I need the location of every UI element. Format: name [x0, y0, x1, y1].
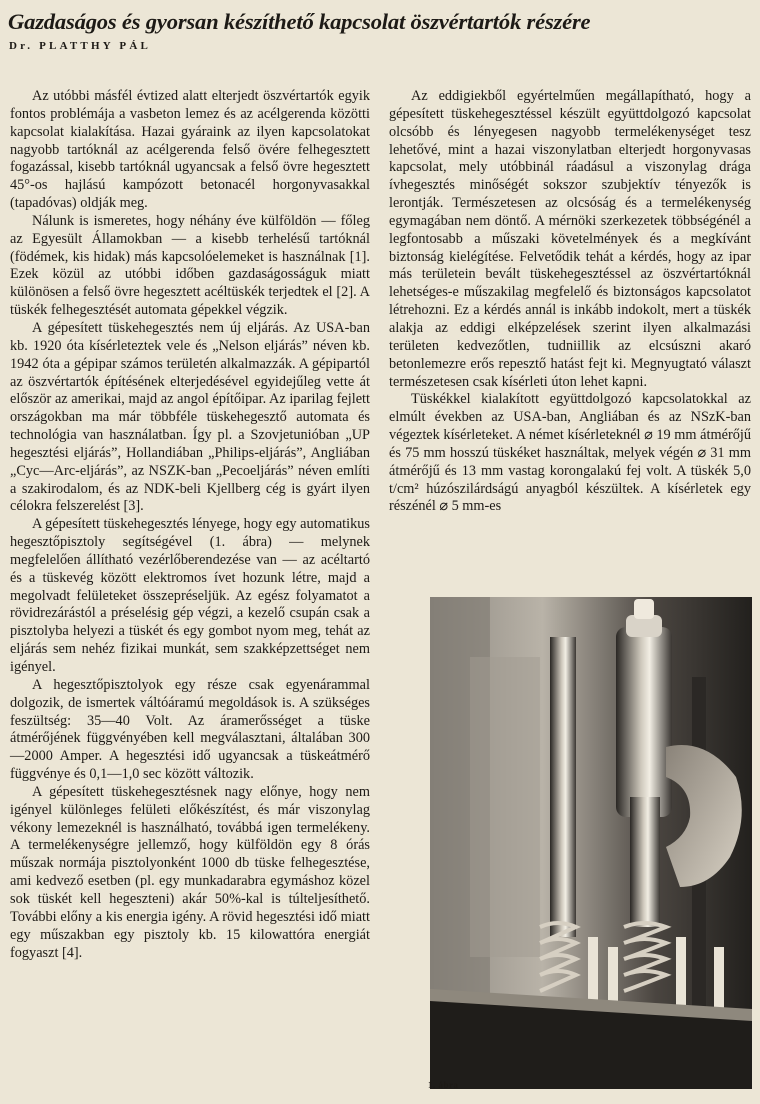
text-column-left — [10, 88, 370, 962]
paragraph: Az eddigiekből egyértelműen megállapítható, hogy a gépesített tüskehegesztéssel készült együttdolgozó kapcsolat olcsóbb és lényegesen nagyobb termelékenységet tesz lehetővé, mint a hazai viszonylatban elterjedt horgonyvasas kapcsolat, mely utóbbinál ráadásul a viszonylag drága ívhegesztés minőségét sokszor szubjektív tényezők is lerontják. Természetesen az olcsóság és a termelékenység egymagában nem döntő. A mérnöki szerkezetek többségénél a legfontosabb a műszaki követelmények és a megkívánt biztonság kielégítése. Felvetődik tehát a kérdés, hogy az ipar más területein bevált tüskehegesztéssel az öszvértartóknál lehetséges-e műszakilag megfelelő és biztonságos kapcsolatot létrehozni. Ez a kérdés annál is inkább indokolt, mert a tüskék alakja az eddigi elképzelések szerint ilyen alkalmazási területen kedvezőtlen, tudniillik az elcsúszni akaró betonlemezre erős repesztő hatást fejt ki. Megnyugtató választ természetesen csak kísérleti úton lehet kapni. — [389, 88, 751, 390]
article-title: Gazdaságos és gyorsan készíthető kapcsolat öszvértartók részére — [8, 9, 591, 34]
paragraph: A gépesített tüskehegesztés lényege, hogy egy automatikus hegesztőpisztoly segítségével (1. ábra) — melynek megfelelően állítható vezérlőberendezése van — az acéltartó és a tüskevég között elektromos ívet hozunk létre, majd a megolvadt felületeket összepréseljük. Az egész folyamatot a rövidrezárástól a préselésig gép végzi, a kezelő csupán csak a pisztolyba helyezi a tüskét és egy gombot nyom meg, tehát az eljárás sem nehéz fizikai munkát, sem szakképzettséget nem igényel. — [10, 516, 370, 675]
paragraph: A gépesített tüskehegesztésnek nagy előnye, hogy nem igényel különleges felületi előkészítést, és már viszonylag vékony lemezeknél is használható, továbbá igen termelékeny. A termelékenységre jellemző, hogy külföldön egy 8 órás műszak normája pisztolyonként 1000 db tüske felhegesztése, ami kedvező esetben (pl. egy munkadarabra egymáshoz közel sok tüskét kell hegeszteni) akár 50%-kal is túlteljesíthető. További előny a kis energia igény. A rövid hegesztési idő miatt egy műszakban egy pisztoly kb. 15 kilowattóra energiát fogyaszt [4]. — [10, 783, 370, 961]
text-column-right — [389, 88, 751, 516]
paragraph: A hegesztőpisztolyok egy része csak egyenárammal dolgozik, de ismertek váltóáramú megoldások is. A szükséges feszültség: 35—40 Volt. Az áramerősséget a tüske átmérőjének függvényében kell megválasztani, általában 300—2000 Amper. A hegesztési idő ugyancsak a tüskeátmérő függvénye és 0,1—1,0 sec között változik. — [10, 676, 370, 783]
figure-caption: 1. ábra — [428, 1080, 459, 1090]
paragraph: Nálunk is ismeretes, hogy néhány éve külföldön — főleg az Egyesült Államokban — a kisebb terhelésű tartóknál (födémek, kis hidak) más kapcsolóelemeket is használnak [1]. Ezek közül az utóbbi időben gazdaságosságuk miatt különösen a felső övre hegesztett acéltüskék terjedtek el [2]. A tüskék felhegesztését automata gépekkel végzik. — [10, 212, 370, 319]
paragraph: Az utóbbi másfél évtized alatt elterjedt öszvértartók egyik fontos problémája a vasbeton lemez és az acélgerenda közötti kapcsolat kialakítása. Hazai gyáraink az ilyen kapcsolatokat nagyobb tartóknál az acélgerenda felső övére felhegesztett fogazással, kisebb tartóknál ugyancsak a felső övre hegesztett 45°-os hajlású kampózott betonacél horgonyvasakkal (tapadóvas) oldják meg. — [10, 88, 370, 212]
paragraph: Tüskékkel kialakított együttdolgozó kapcsolatokkal az elmúlt években az USA-ban, Angliában és az NSzK-ban végeztek kísérleteket. A német kísérleteknél ⌀ 19 mm átmérőjű és 75 mm hosszú tüskéket használtak, melyek végén ⌀ 31 mm átmérőjű és 13 mm vastag korongalakú fej volt. A tüskék 5,0 t/cm² húzószilárdságú anyagból készültek. A kísérletek egy részénél ⌀ 5 mm-es — [389, 391, 751, 515]
article-author: Dr. PLATTHY PÁL — [9, 40, 152, 52]
paragraph: A gépesített tüskehegesztés nem új eljárás. Az USA-ban kb. 1920 óta kísérleteztek vele és „Nelson eljárás” néven kb. 1942 óta a gépipar számos területén alkalmazzák. A gépipartól az öszvértartók építésének elterjedésével egyidejűleg vette át először az amerikai, majd az angol építőipar. Az iparilag fejlett országokban ma már többféle tüskehegesztő automata és technológia van használatban. Így pl. a Szovjetunióban „UP hegesztési eljárás”, Hollandiában „Philips-eljárás”, Angliában „Cyc—Arc-eljárás”, az NSZK-ban „Pecoeljárás” néven említi a szakirodalom, és az NDK-beli Kjellberg cég is gyárt ilyen célokra felszerelést [3]. — [10, 319, 370, 515]
figure-stud-welding-gun-photo — [430, 597, 752, 1089]
